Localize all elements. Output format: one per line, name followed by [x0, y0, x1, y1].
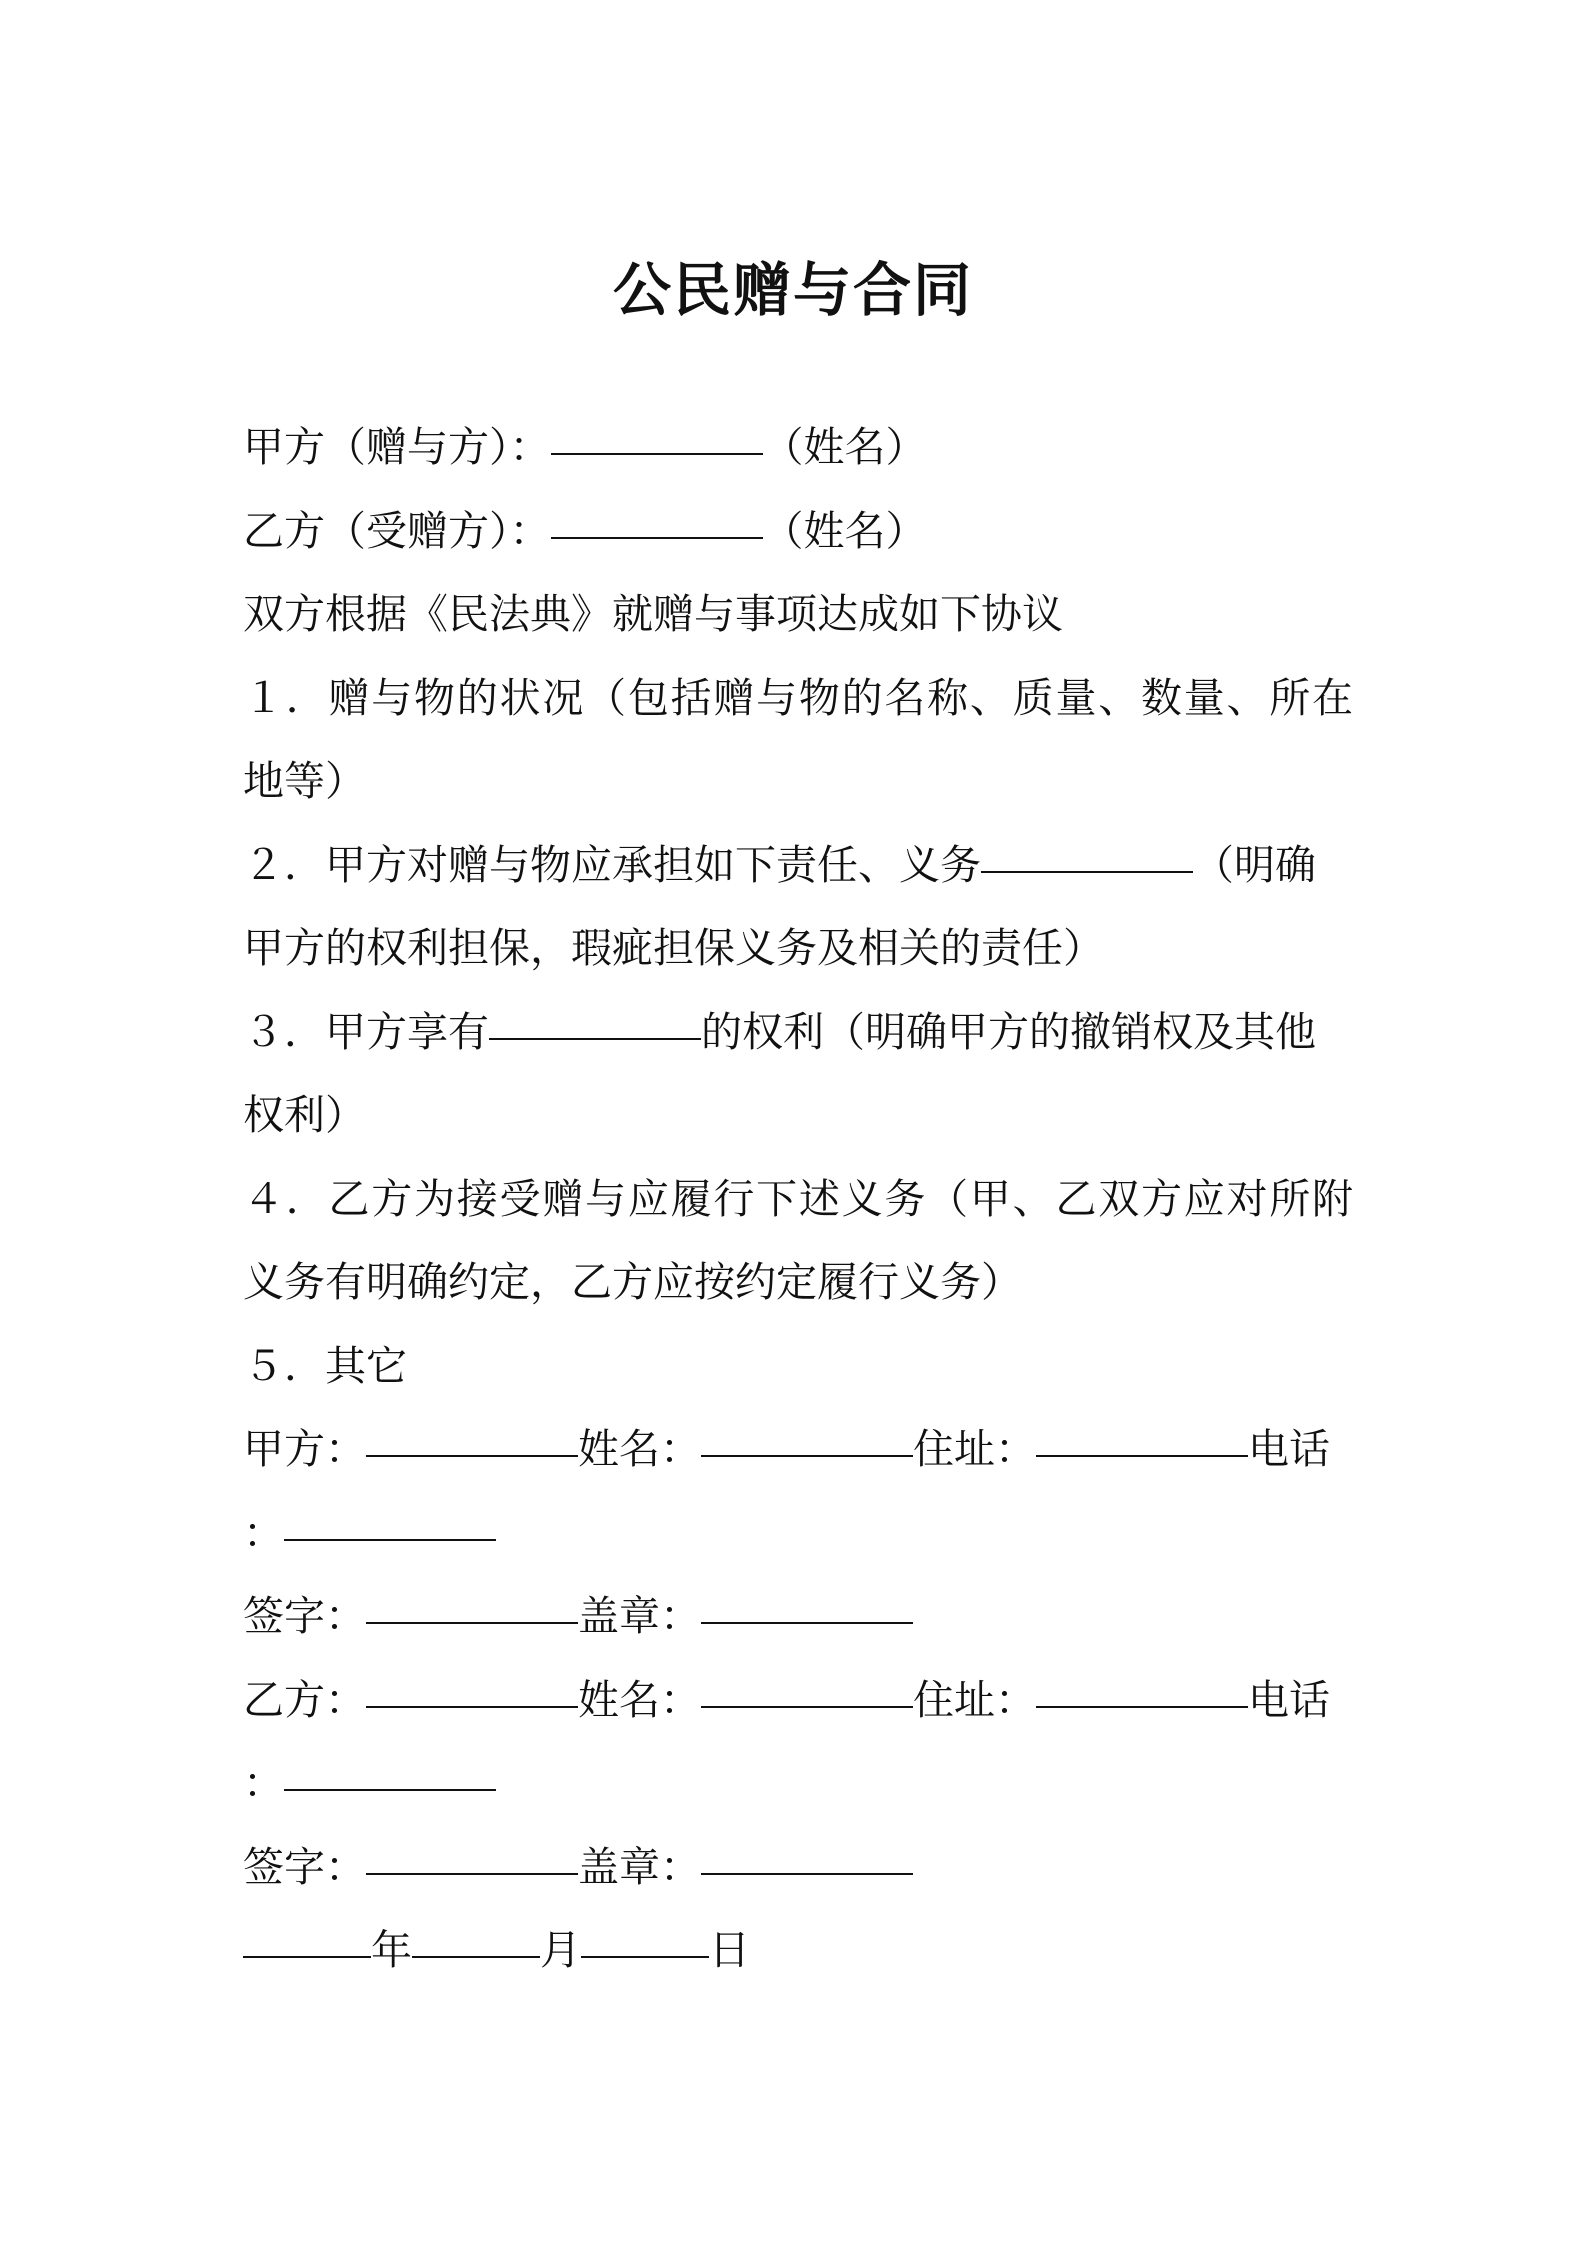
clause-3-line-2: 权利） [243, 1091, 366, 1139]
party-a-phone-line [243, 1492, 1353, 1576]
party-a-phone-blank[interactable] [284, 1538, 496, 1541]
party-b-phone-blank[interactable] [284, 1788, 496, 1791]
party-a-name-blank[interactable] [551, 452, 763, 455]
party-b-seal-blank[interactable] [701, 1872, 913, 1875]
party-b-info-label: 乙方： [243, 1675, 366, 1724]
clause-3-prefix: ３．甲方享有 [243, 1007, 489, 1056]
year-label: 年 [371, 1926, 412, 1974]
party-a-signature-blank[interactable] [366, 1621, 578, 1624]
party-a-info-label: 甲方： [243, 1425, 366, 1473]
clause-2-suffix: （明确 [1193, 840, 1316, 889]
clause-2-line-2: 甲方的权利担保，瑕疵担保义务及相关的责任） [243, 924, 1104, 972]
party-b-info-line [243, 1659, 1353, 1743]
year-blank[interactable] [243, 1955, 371, 1958]
party-b-info-blank[interactable] [366, 1705, 578, 1708]
party-a-signature-label: 签字： [243, 1592, 366, 1640]
date-line [243, 1909, 1353, 1993]
clause-4-line-1: ４．乙方为接受赠与应履行下述义务（甲、乙双方应对所附 [243, 1174, 1353, 1223]
party-a-name-label: 姓名： [578, 1425, 701, 1473]
party-a-suffix: （姓名） [762, 423, 927, 471]
party-b-line [243, 490, 1353, 574]
clause-3-blank[interactable] [489, 1037, 701, 1040]
party-a-info-line [243, 1408, 1353, 1492]
clause-2-line-1 [243, 824, 1353, 908]
party-b-name-blank[interactable] [551, 536, 763, 539]
party-a-name-field-blank[interactable] [701, 1454, 913, 1457]
day-label: 日 [709, 1926, 750, 1974]
party-a-label: 甲方（赠与方）： [243, 423, 551, 471]
party-b-name-label: 姓名： [578, 1675, 701, 1724]
clause-1-line-2: 地等） [243, 757, 366, 805]
party-a-seal-blank[interactable] [701, 1621, 913, 1624]
party-a-seal-label: 盖章： [578, 1592, 701, 1640]
party-b-address-label: 住址： [913, 1675, 1036, 1724]
party-b-seal-label: 盖章： [578, 1842, 701, 1891]
clause-4-line-2: 义务有明确约定，乙方应按约定履行义务） [243, 1258, 1022, 1306]
party-b-name-field-blank[interactable] [701, 1705, 913, 1708]
party-a-sign-line [243, 1575, 1353, 1659]
party-b-signature-blank[interactable] [366, 1872, 578, 1875]
party-b-phone-colon: ： [243, 1759, 284, 1807]
party-a-phone-colon: ： [243, 1508, 284, 1557]
intro-line: 双方根据《民法典》就赠与事项达成如下协议 [243, 590, 1063, 638]
document-body [243, 406, 1353, 1993]
clause-5-line: ５．其它 [243, 1341, 407, 1390]
party-a-address-label: 住址： [913, 1425, 1036, 1473]
clause-2-prefix: ２．甲方对赠与物应承担如下责任、义务 [243, 840, 981, 889]
party-b-address-blank[interactable] [1036, 1705, 1248, 1708]
party-a-info-blank[interactable] [366, 1454, 578, 1457]
clause-3-suffix: 的权利（明确甲方的撤销权及其他 [701, 1007, 1316, 1056]
clause-2-blank[interactable] [981, 870, 1193, 873]
party-a-phone-label: 电话 [1248, 1425, 1330, 1473]
month-blank[interactable] [412, 1955, 540, 1958]
party-b-signature-label: 签字： [243, 1842, 366, 1891]
party-b-label: 乙方（受赠方）： [243, 506, 551, 555]
party-b-suffix: （姓名） [762, 506, 927, 555]
clause-3-line-1 [243, 991, 1353, 1075]
clause-1-line-1: １．赠与物的状况（包括赠与物的名称、质量、数量、所在 [243, 673, 1353, 722]
month-label: 月 [540, 1926, 581, 1974]
party-a-line [243, 406, 1353, 490]
day-blank[interactable] [581, 1955, 709, 1958]
document-title: 公民赠与合同 [612, 256, 973, 324]
party-b-phone-label: 电话 [1248, 1675, 1330, 1724]
party-b-sign-line [243, 1826, 1353, 1910]
party-a-address-blank[interactable] [1036, 1454, 1248, 1457]
party-b-phone-line [243, 1742, 1353, 1826]
